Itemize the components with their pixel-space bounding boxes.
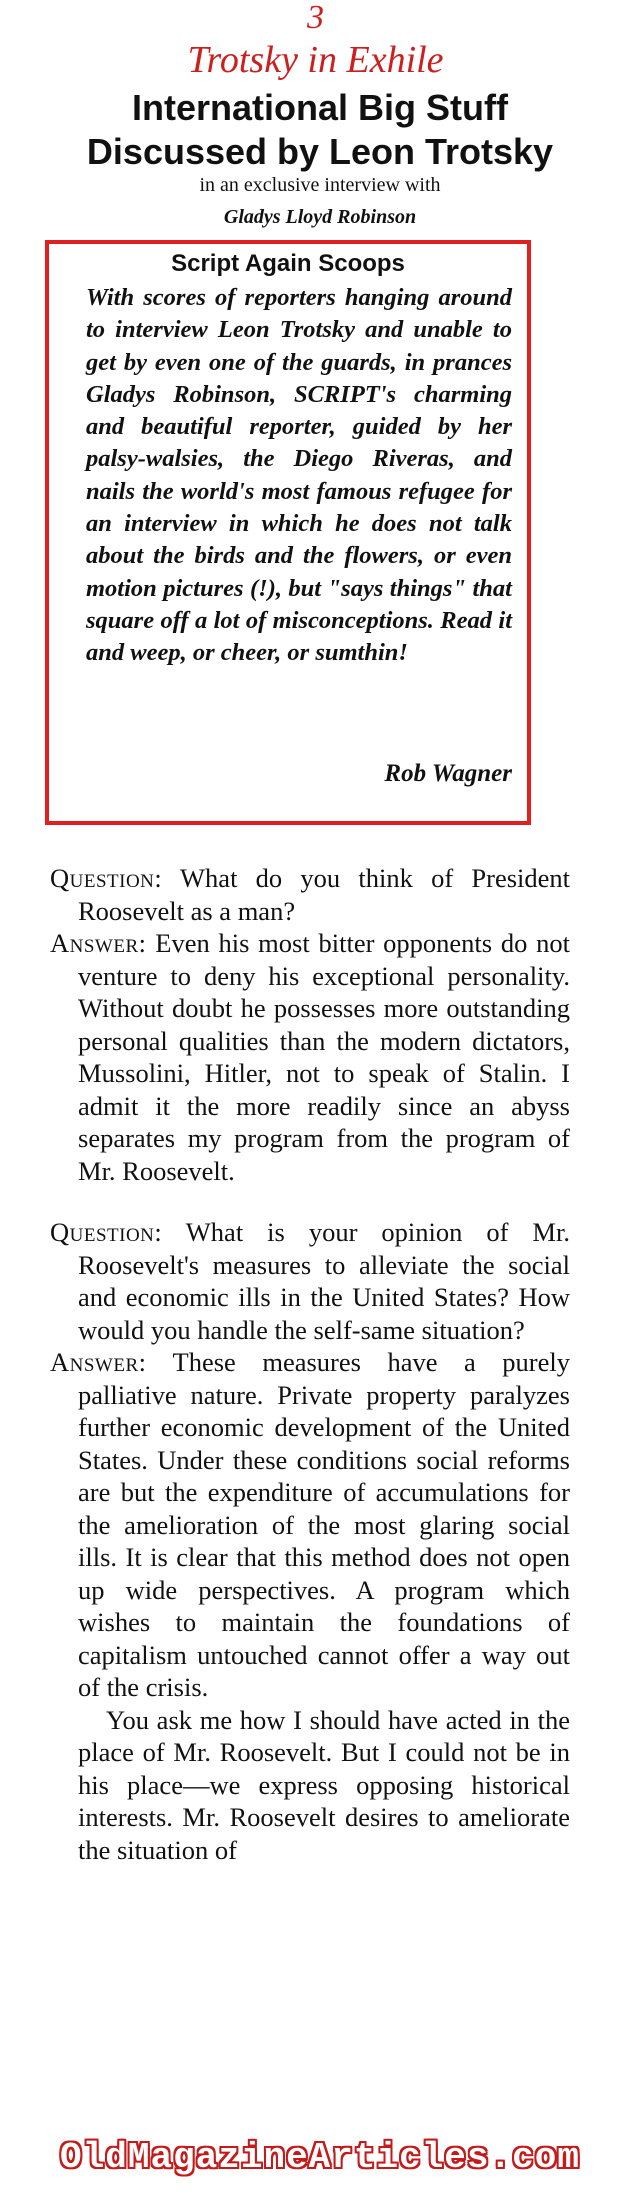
answer-text: These measures have a purely palliative nature. Private property paralyzes further economic development of the United States. Under these conditions social reforms are but the expenditure of accumulations for the amelioration of the most glaring social ills. It is clear that this method does not open up wide perspectives. A program which wishes to maintain the foundations of capitalism untouched cannot offer a way out of the crisis. — [78, 1347, 570, 1702]
question-text: What do you think of President Roosevelt as a man? — [78, 863, 571, 926]
continuation-paragraph: You ask me how I should have acted in the place of Mr. Roosevelt. But I could not be in his place—we express opposing historical interests. Mr. Roosevelt desires to ameliorate the situation of — [78, 1704, 570, 1865]
question-label: Question: — [50, 863, 163, 893]
page-number: 3 — [307, 0, 324, 36]
byline: in an exclusive interview with — [199, 174, 441, 196]
question-2 — [50, 1216, 570, 1346]
sidebar-title: Script Again Scoops — [171, 250, 405, 277]
question-label: Question: — [50, 1217, 163, 1247]
answer-1 — [50, 927, 570, 1187]
qa-block-2 — [50, 1216, 570, 1866]
question-text: What is your opinion of Mr. Roosevelt's measures to alleviate the social and economic ills in the United States? How would you handle the self-same situation? — [78, 1217, 570, 1345]
qa-block-1 — [50, 862, 570, 1187]
sidebar-body: With scores of reporters hanging around to interview Leon Trotsky and unable to get by even one of the guards, in prances Gladys Robinson, SCRIPT's charming and beautiful reporter, guided by her palsy-walsies, the Diego Riveras, and nails the world's most famous refugee for an interview in which he does not talk about the birds and the flowers, or even motion pictures (!), but "says things" that square off a lot of misconceptions. Read it and weep, or cheer, or sumthin! — [86, 284, 512, 667]
watermark: OldMagazineArticles.com — [60, 2137, 580, 2178]
answer-text: Even his most bitter opponents do not venture to deny his exceptional personality. Without doubt he possesses more outstanding personal qualities than the modern dictators, Mussolini, Hitler, not to speak of Stalin. I admit it the more readily since an abyss separates my program from the program of Mr. Roosevelt. — [78, 928, 570, 1186]
article-headline — [40, 86, 600, 174]
answer-label: Answer: — [50, 1347, 147, 1377]
answer-2 — [50, 1346, 570, 1704]
answer-label: Answer: — [50, 928, 147, 958]
series-title: Trotsky in Exhile — [187, 39, 444, 81]
author-name: Gladys Lloyd Robinson — [223, 206, 417, 228]
headline-line-1: International Big Stuff — [132, 87, 508, 128]
headline-line-2: Discussed by Leon Trotsky — [86, 131, 554, 172]
sidebar-signature: Rob Wagner — [384, 760, 512, 787]
question-1 — [50, 862, 570, 927]
